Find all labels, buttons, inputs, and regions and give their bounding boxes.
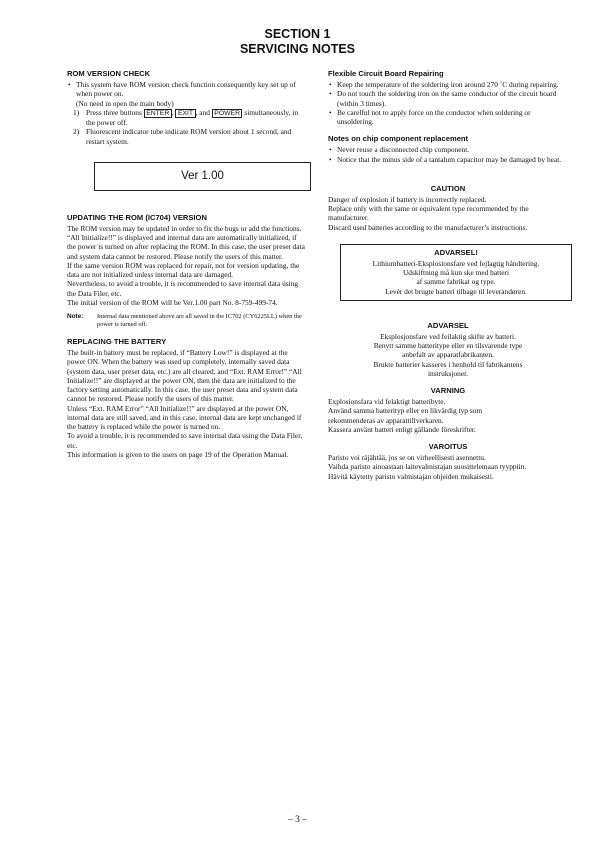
advarsel-no-line-4: Brukte batterier kasseres i henhold til fabrikantens	[373, 359, 523, 369]
rom-check-step-2	[67, 127, 307, 146]
updating-heading: UPDATING THE ROM (IC704) VERSION	[67, 212, 207, 222]
rom-check-bullet: • This system have ROM version check function consequently key set up of when power on.	[67, 80, 307, 99]
page-number: – 3 –	[288, 815, 307, 825]
rom-version-check	[67, 69, 307, 191]
version-display-text: Ver 1.00	[181, 169, 224, 182]
advarsel-dk-line-3: af samme fabrikat og type.	[416, 277, 496, 287]
enter-key-label: ENTER	[144, 109, 172, 118]
updating-para-1: The ROM version may be updated in order to fix the bugs or add the functions. “All Initialize!!” is displayed and internal data are automatically initialized, if the power is turned on after replacing the ROM. In this case, the user preset data and system data cannot be restored. Please notify the users of this matter.	[67, 223, 305, 261]
flex-bullet-2: • Do not touch the soldering iron on the same conductor of the circuit board (within 3 times).	[328, 89, 568, 108]
varoitus-heading: VAROITUS	[428, 442, 468, 451]
right-column	[328, 69, 568, 481]
updating-rom-section	[67, 213, 307, 329]
rom-check-step-1: 1) Press three buttons ENTER , EXIT , and POWER simultaneously, in the power off.	[73, 107, 299, 127]
varning-line-1: Explosionsfara vid felaktigt batteribyte.	[328, 397, 446, 406]
advarsel-norwegian-section	[328, 321, 568, 378]
section-number: SECTION 1	[264, 27, 331, 41]
varning-heading: VARNING	[430, 386, 466, 395]
battery-para-1: The built-in battery must be replaced, if “Battery Low!” is displayed at the power ON. When the battery was used up completely, internally saved data (system data, user preset data, etc.) are all cleared, and “Ext. RAM Error!” “All Initialize!!” are displayed at the power ON, then the data are initialized to the factory setting automatically. In this case, the user preset data and system data cannot be restored. Please notify the users of this matter.	[67, 348, 302, 404]
exit-key-label: EXIT	[175, 109, 195, 118]
note-text: Internal data mentioned above are all saved in the IC702 (CY6225LL) when the power is turned off.	[97, 313, 302, 328]
power-key-label: POWER	[212, 109, 243, 118]
varoitus-line-2: Vaihda paristo ainoastaan laitevalmistajan suosittelemaan tyyppiin.	[328, 462, 527, 472]
battery-para-2: Unless “Ext. RAM Error” “All Initialize!!” are displayed at the power ON, internal data are still saved, and in this case, internal data are kept unchanged if the battery is replaced while the power is turned on.	[67, 403, 302, 431]
battery-para-3: To avoid a trouble, it is recommended to save internal data using the Data Filer, etc.	[67, 431, 303, 450]
advarsel-dk-line-2: Udskiftning må kun ske med batteri	[402, 268, 510, 277]
rom-check-heading: ROM VERSION CHECK	[67, 69, 151, 78]
flex-bullet-3: • Be carelful not to apply force on the conductor when soldering or unsoldering.	[328, 108, 568, 127]
battery-heading: REPLACING THE BATTERY	[67, 337, 167, 346]
updating-para-2: If the same version ROM was replaced for repair, not for version updating, the data are not initialized unless internal data are damaged.	[67, 260, 300, 279]
chip-replacement-section	[328, 134, 568, 164]
varning-section	[328, 386, 568, 434]
section-name: SERVICING NOTES	[239, 42, 356, 56]
updating-para-4: The initial version of the ROM will be Ver.1.00 part No. 8-759-499-74.	[67, 297, 278, 307]
flex-heading: Flexible Circuit Board Repairing	[328, 69, 444, 78]
step-1-post: simultaneously, in the power off.	[86, 107, 299, 127]
step-2-number: 2)	[73, 127, 80, 137]
caution-section	[328, 184, 568, 232]
rom-check-no-open: (No need in open the main body)	[76, 98, 174, 108]
chip-bullet-1: • Never reuse a disconnected chip component.	[328, 145, 568, 154]
version-display-box	[94, 162, 311, 191]
varoitus-line-3: Hävitä käytetty paristo valmistajan ohjeiden mukaisesti.	[328, 471, 494, 481]
advarsel-no-line-1: Eksplosjonsfare ved feilaktig skifte av batteri.	[380, 331, 516, 341]
caution-line-3: Discard used batteries according to the manufacturer’s instructions.	[328, 222, 528, 232]
battery-para-4: This information is given to the users on page 19 of the Operation Manual.	[67, 449, 289, 459]
caution-line-1: Danger of explosion if battery is incorrectly replaced.	[328, 194, 487, 204]
flex-bullet-1: • Keep the temperature of the soldering iron around 270 ˚C during repairing.	[328, 80, 568, 89]
varoitus-line-1: Paristo voi räjähtää, jos se on virheellisesti asennettu.	[328, 453, 486, 462]
varning-line-3: rekommenderas av apparattillverkaren.	[328, 415, 444, 425]
advarsel-dk-line-4: Levér det brugte batteri tilbage til leverandøren.	[385, 286, 527, 296]
updating-para-3: Nevertheless, to avoid a trouble, it is recommended to save internal data using the Data Filer, etc.	[67, 279, 299, 298]
note-label: Note:	[67, 313, 84, 320]
chip-heading: Notes on chip component replacement	[328, 134, 469, 144]
flex-board-section	[328, 69, 568, 126]
advarsel-no-heading: ADVARSEL	[427, 320, 469, 330]
chip-bullet-2: • Notice that the minus side of a tantalum capacitor may be damaged by heat.	[328, 155, 568, 164]
advarsel-no-line-3: anbefalt av apparatfabrikanten.	[402, 350, 494, 360]
advarsel-dk-line-1: Lithiumbatteri-Eksplosionsfare ved fejlagtig håndtering.	[372, 258, 540, 268]
advarsel-dk-heading: ADVARSEL!	[434, 247, 478, 257]
replacing-battery-section	[67, 337, 307, 459]
step-1-and: , and	[195, 107, 210, 117]
step-1-pre: Press three buttons	[86, 107, 142, 117]
step-1-number: 1)	[73, 107, 80, 117]
left-column	[67, 69, 307, 459]
step-2-text: Fluorescent indicator tube indicate ROM version about 1 second, and restart system.	[86, 127, 292, 146]
varning-line-4: Kassera använt batteri enligt gällande föreskrifter.	[328, 424, 476, 434]
caution-line-2: Replace only with the same or equivalent type recommended by the manufacturer.	[328, 204, 529, 223]
advarsel-no-line-2: Benytt samme batteritype eller en tilsvarende type	[373, 341, 523, 350]
varning-line-2: Använd samma batterityp eller en likvärdig typ som	[328, 406, 483, 416]
updating-note	[67, 313, 307, 329]
section-title	[0, 27, 595, 57]
varoitus-section	[328, 442, 568, 481]
advarsel-danish-box	[340, 244, 572, 301]
caution-heading: CAUTION	[430, 183, 466, 193]
advarsel-no-line-5: instruksjoner.	[427, 368, 469, 378]
